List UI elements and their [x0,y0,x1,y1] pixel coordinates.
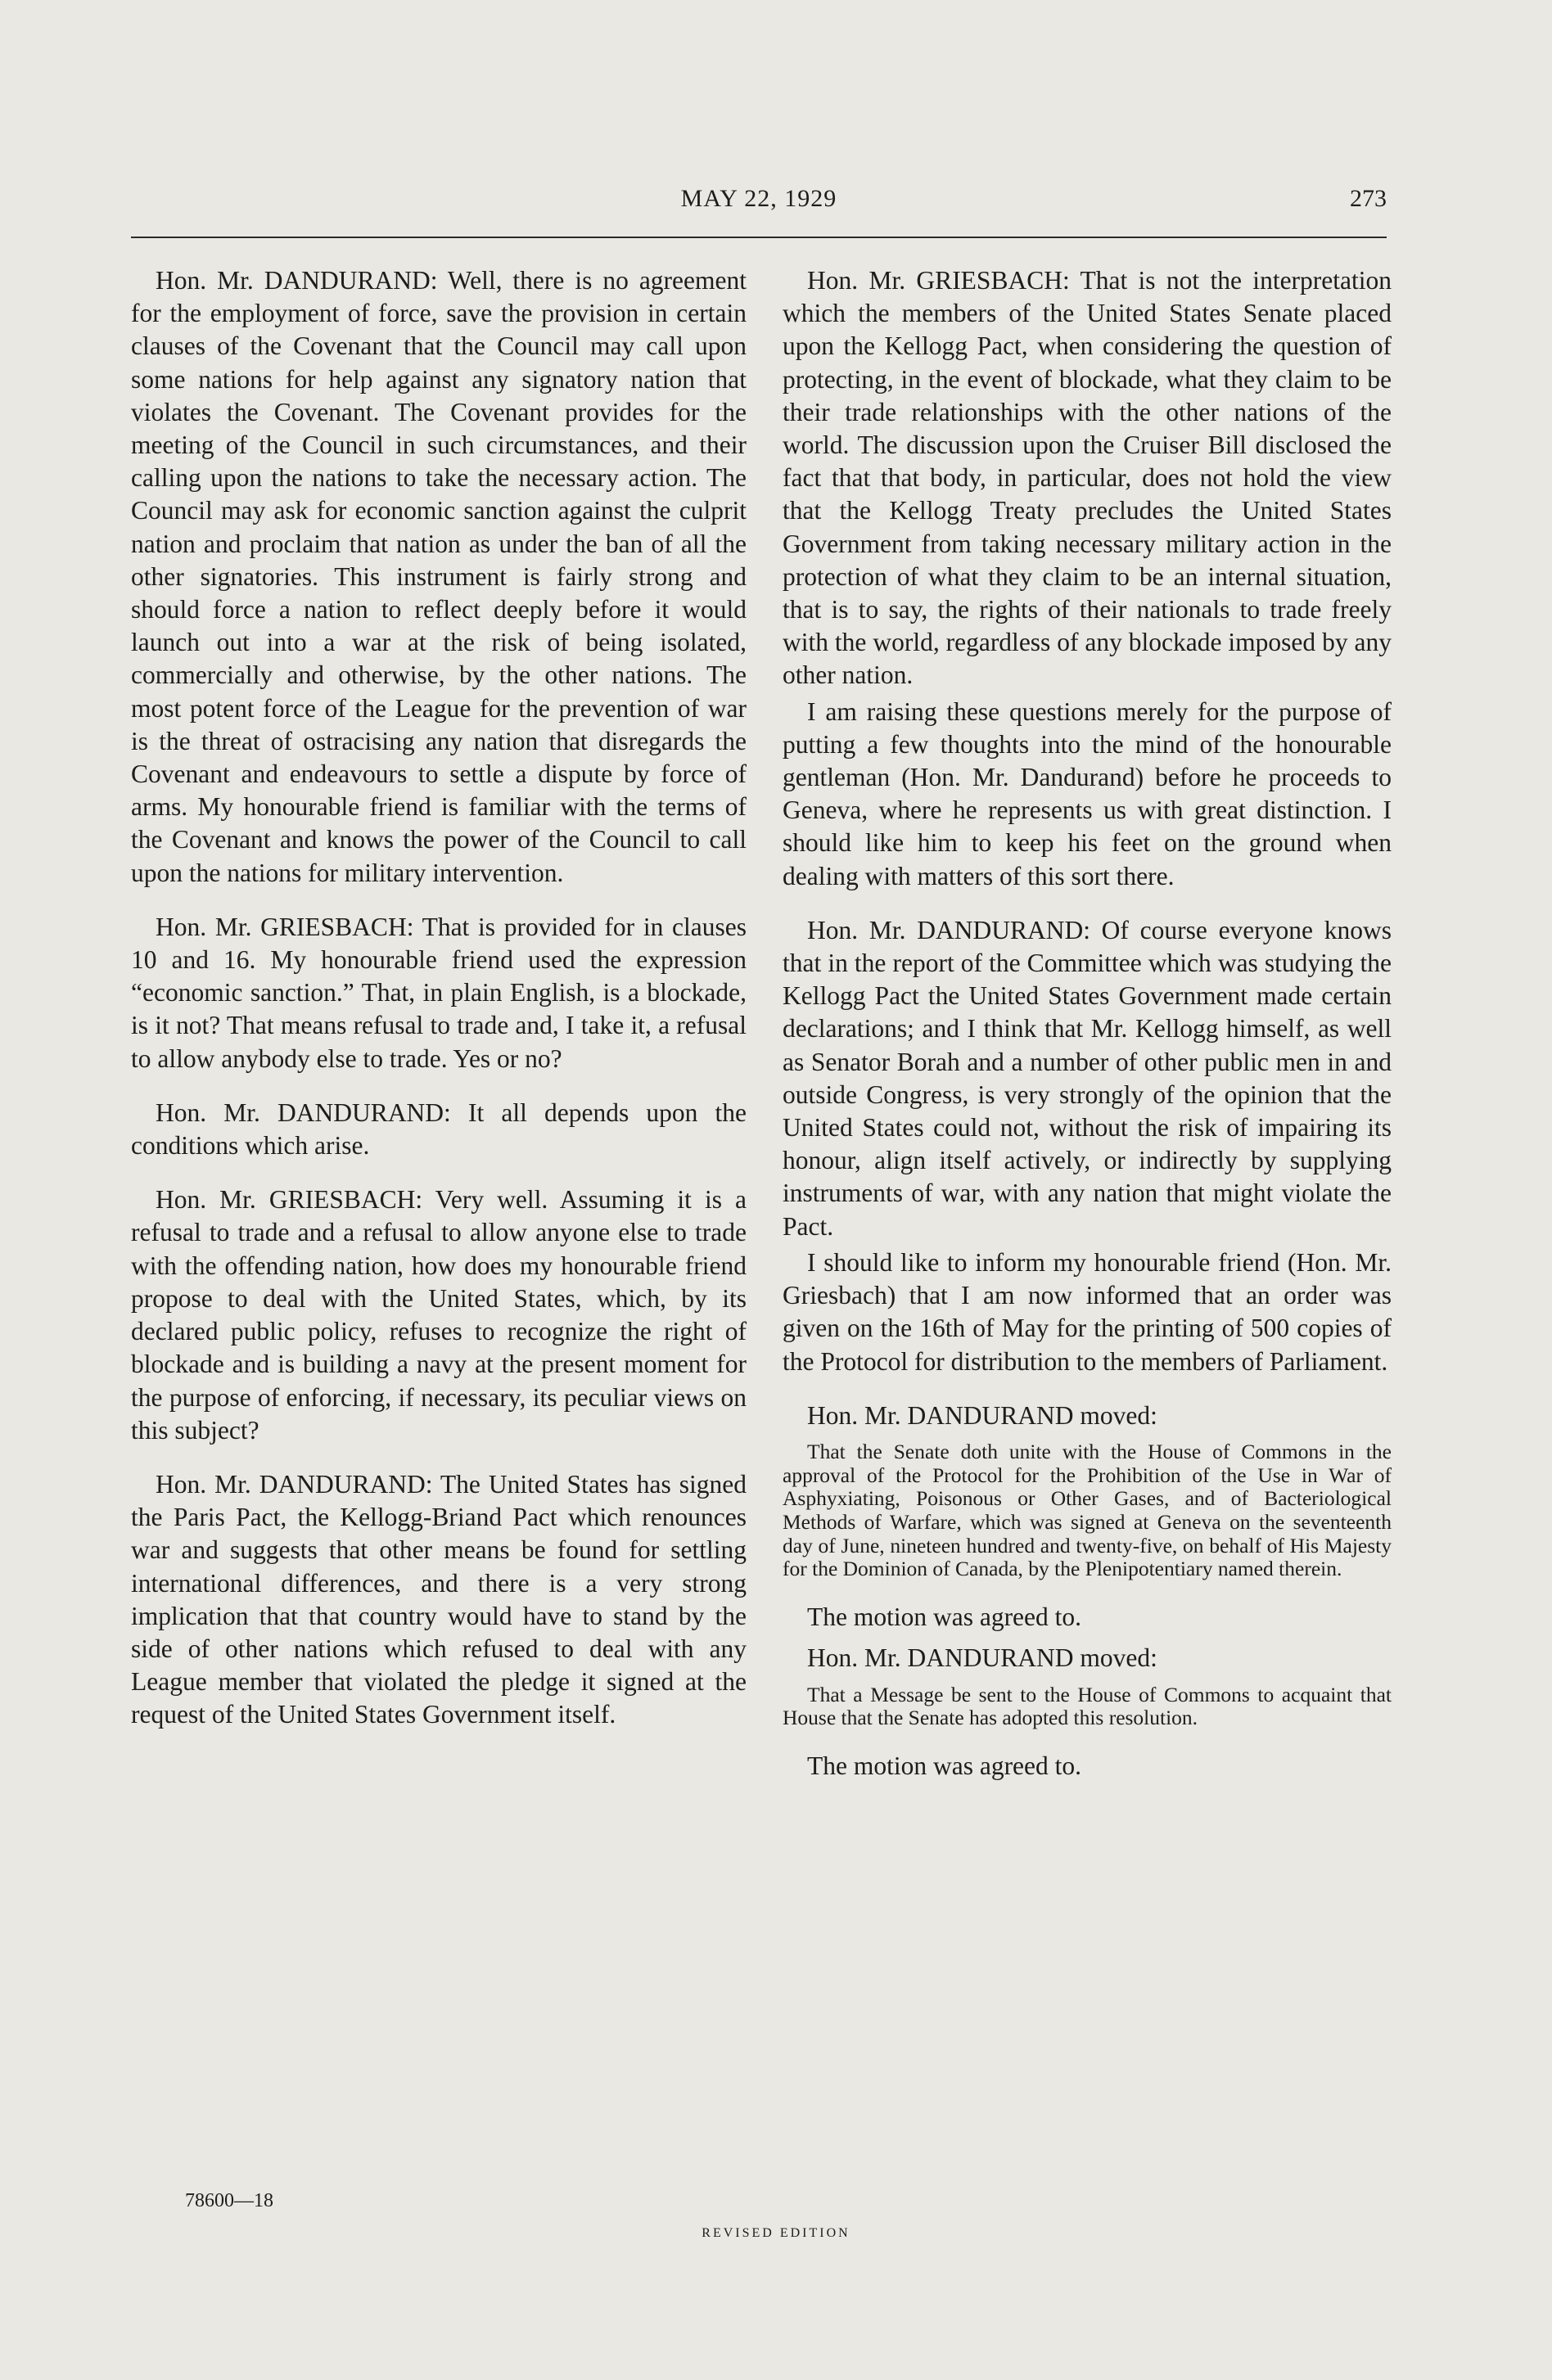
motion-text-2: That a Message be sent to the House of Commons to acquaint that House that the Senate has adopted this resolution. [783,1682,1392,1730]
paragraph-dandurand-3: Hon. Mr. DANDURAND: The United States has signed the Paris Pact, the Kellogg-Briand Pact which renounces war and suggests that other means be found for settling international differences, and there is a very strong implication that that country would have to stand by the side of other nations which refused to deal with any League member that violated the pledge it signed at the request of the United States Government itself. [131,1469,747,1729]
paragraph-griesbach-1: Hon. Mr. GRIESBACH: That is provided for in clauses 10 and 16. My honourable friend used the expression “economic sanction.” That, in plain English, is a blockade, is it not? That means refusal to trade and, I take it, a refusal to allow anybody else to trade. Yes or no? [131,912,747,1073]
page-header [131,178,1387,219]
paragraph-griesbach-2: Hon. Mr. GRIESBACH: Very well. Assuming it is a refusal to trade and a refusal to allow anyone else to trade with the offending nation, how does my honourable friend propose to deal with the United States, which, by its declared public policy, refuses to recognize the right of blockade and is building a navy at the present moment for the purpose of enforcing, if necessary, its peculiar views on this subject? [131,1185,747,1445]
motion-text-1: That the Senate doth unite with the House of Commons in the approval of the Protocol for the Prohibition of the Use in War of Asphyxiating, Poisonous or Other Gases, and of Bacteriological Methods of Warfare, which was signed at Geneva on the seventeenth day of June, nineteen hundred and twenty-five, on behalf of His Majesty for the Dominion of Canada, by the Plenipotentiary named therein. [783,1439,1392,1581]
print-id: 78600—18 [185,2190,273,2211]
right-column [783,264,1392,1791]
left-column [131,264,747,1753]
motion-result-2: The motion was agreed to. [807,1751,1082,1780]
paragraph-griesbach-3: Hon. Mr. GRIESBACH: That is not the interpretation which the members of the United States Senate placed upon the Kellogg Pact, when considering the question of protecting, in the event of blockade, what they claim to be their trade relationships with the other nations of the world. The discussion upon the Cruiser Bill disclosed the fact that that body, in particular, does not hold the view that the Kellogg Treaty precludes the United States Government from taking necessary military action in the protection of what they claim to be an internal situation, that is to say, the rights of their nationals to trade freely with the world, regardless of any blockade imposed by any other nation. [783,266,1392,690]
paragraph-dandurand-5: I should like to inform my honourable friend (Hon. Mr. Griesbach) that I am now informed that an order was given on the 16th of May for the printing of 500 copies of the Protocol for distribution to the members of Parliament. [783,1247,1392,1376]
header-rule [131,237,1387,238]
page-number: 273 [1350,185,1387,212]
paragraph-griesbach-4: I am raising these questions merely for the purpose of putting a few thoughts into the mind of the honourable gentleman (Hon. Mr. Dandurand) before he proceeds to Geneva, where he represents us with great distinction. I should like him to keep his feet on the ground when dealing with matters of this sort there. [783,696,1392,890]
page-date: MAY 22, 1929 [680,185,837,212]
motion-result-1: The motion was agreed to. [807,1602,1082,1632]
paragraph-dandurand-1: Hon. Mr. DANDURAND: Well, there is no agreement for the employment of force, save the provision in certain clauses of the Covenant that the Council may call upon some nations for help against any signatory nation that violates the Covenant. The Covenant provides for the meeting of the Council in such circumstances, and their calling upon the nations to take the necessary action. The Council may ask for economic sanction against the culprit nation and proclaim that nation as under the ban of all the other signatories. This instrument is fairly strong and should force a nation to reflect deeply before it would launch out into a war at the risk of being isolated, commercially and otherwise, by the other nations. The most potent force of the League for the prevention of war is the threat of ostracising any nation that disregards the Covenant and endeavours to settle a dispute by force of arms. My honourable friend is familiar with the terms of the Covenant and knows the power of the Council to call upon the nations for military intervention. [131,266,747,887]
motion-heading-2: Hon. Mr. DANDURAND moved: [807,1643,1157,1673]
edition-label: REVISED EDITION [702,2226,850,2240]
motion-heading-1: Hon. Mr. DANDURAND moved: [807,1400,1157,1430]
paragraph-dandurand-2: Hon. Mr. DANDURAND: It all depends upon the conditions which arise. [131,1098,747,1161]
paragraph-dandurand-4: Hon. Mr. DANDURAND: Of course everyone knows that in the report of the Committee which was studying the Kellogg Pact the United States Government made certain declarations; and I think that Mr. Kellogg himself, as well as Senator Borah and a number of other public men in and outside Congress, is very strongly of the opinion that the United States could not, without the risk of impairing its honour, align itself actively, or indirectly by supplying instruments of war, with any nation that might violate the Pact. [783,915,1392,1241]
